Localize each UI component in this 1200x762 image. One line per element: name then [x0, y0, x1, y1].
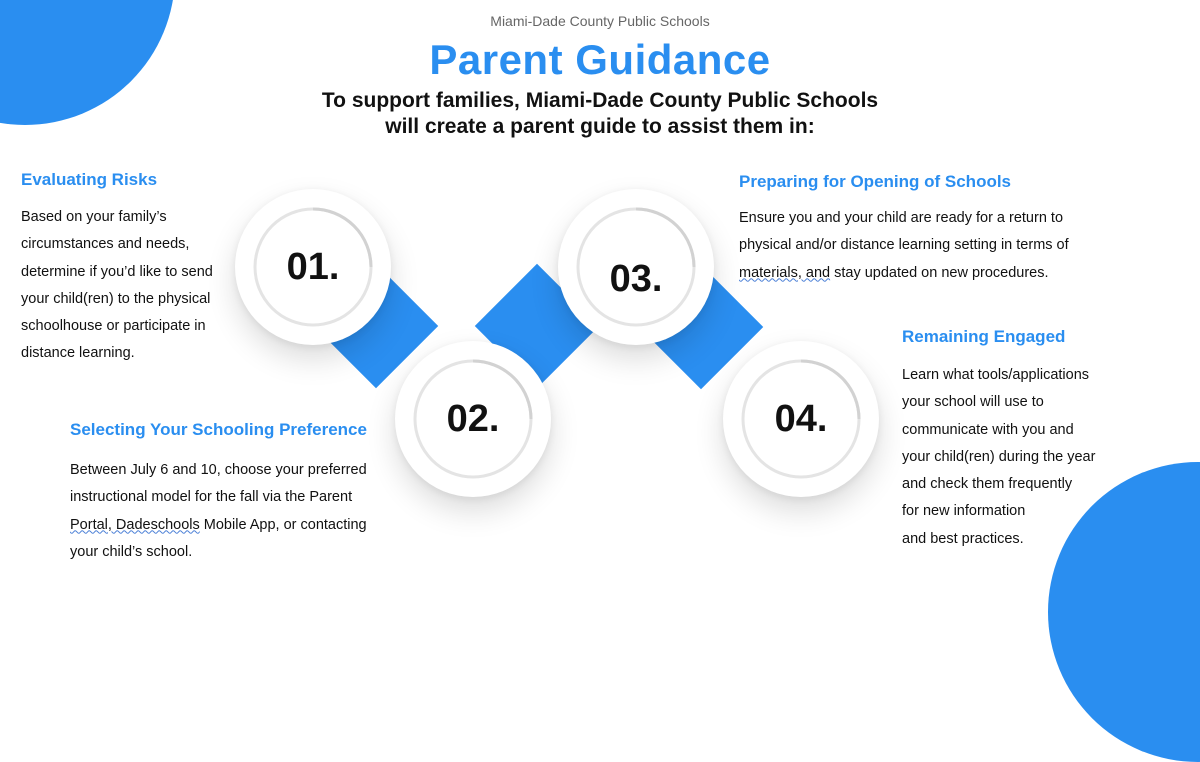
spellcheck-underlined-text: materials, and	[739, 264, 831, 281]
body-line: Between July 6 and 10, choose your preferred	[70, 462, 367, 478]
body-line: determine if you’d like to send	[21, 263, 213, 280]
body-line: your child(ren) during the year	[902, 448, 1096, 465]
body-line	[70, 512, 367, 539]
body-line: your school will use to	[902, 394, 1044, 411]
subtitle-line: will create a parent guide to assist them in:	[385, 115, 815, 138]
body-line	[739, 260, 1069, 287]
organization-name: Miami-Dade County Public Schools	[490, 13, 710, 29]
body-line: communicate with you and	[902, 421, 1074, 438]
page-subtitle	[0, 88, 1200, 140]
step-number: 04.	[774, 398, 828, 440]
body-line: and best practices.	[902, 530, 1024, 547]
body-line: your child’s school.	[70, 543, 193, 560]
subtitle-line: To support families, Miami-Dade County Public Schools	[321, 89, 879, 112]
step-circle-03	[558, 189, 714, 345]
body-line-rest: Mobile App, or contacting	[199, 516, 367, 533]
body-line: schoolhouse or participate in	[21, 318, 206, 335]
step-heading-evaluating-risks: Evaluating Risks	[21, 170, 158, 189]
step-body-preparing-opening	[739, 205, 1069, 287]
step-body-remaining-engaged	[902, 362, 1095, 553]
spellcheck-underlined-text: Portal, Dadeschools	[70, 516, 200, 533]
step-number: 02.	[446, 398, 500, 440]
step-number: 03.	[609, 258, 663, 300]
step-body-selecting-preference	[70, 457, 367, 566]
step-circle-02	[395, 341, 551, 497]
body-line: Learn what tools/applications	[902, 367, 1090, 383]
step-heading-remaining-engaged: Remaining Engaged	[902, 327, 1066, 346]
step-circle-04	[723, 341, 879, 497]
step-body-evaluating-risks	[21, 204, 213, 368]
step-circle-01	[235, 189, 391, 345]
step-heading-selecting-preference: Selecting Your Schooling Preference	[70, 420, 367, 439]
body-line: distance learning.	[21, 345, 135, 362]
body-line: physical and/or distance learning setting in terms of	[739, 237, 1069, 254]
body-line: instructional model for the fall via the Parent	[70, 489, 353, 506]
body-line: Based on your family’s	[21, 209, 167, 225]
body-line: circumstances and needs,	[21, 236, 190, 253]
step-number: 01.	[286, 246, 340, 288]
body-line: Ensure you and your child are ready for a return to	[739, 210, 1064, 226]
body-line: your child(ren) to the physical	[21, 290, 211, 307]
body-line: for new information	[902, 503, 1026, 520]
body-line: and check them frequently	[902, 476, 1073, 493]
body-line-rest: stay updated on new procedures.	[830, 264, 1049, 281]
step-heading-preparing-opening: Preparing for Opening of Schools	[739, 172, 1012, 191]
page-title: Parent Guidance	[429, 36, 771, 83]
